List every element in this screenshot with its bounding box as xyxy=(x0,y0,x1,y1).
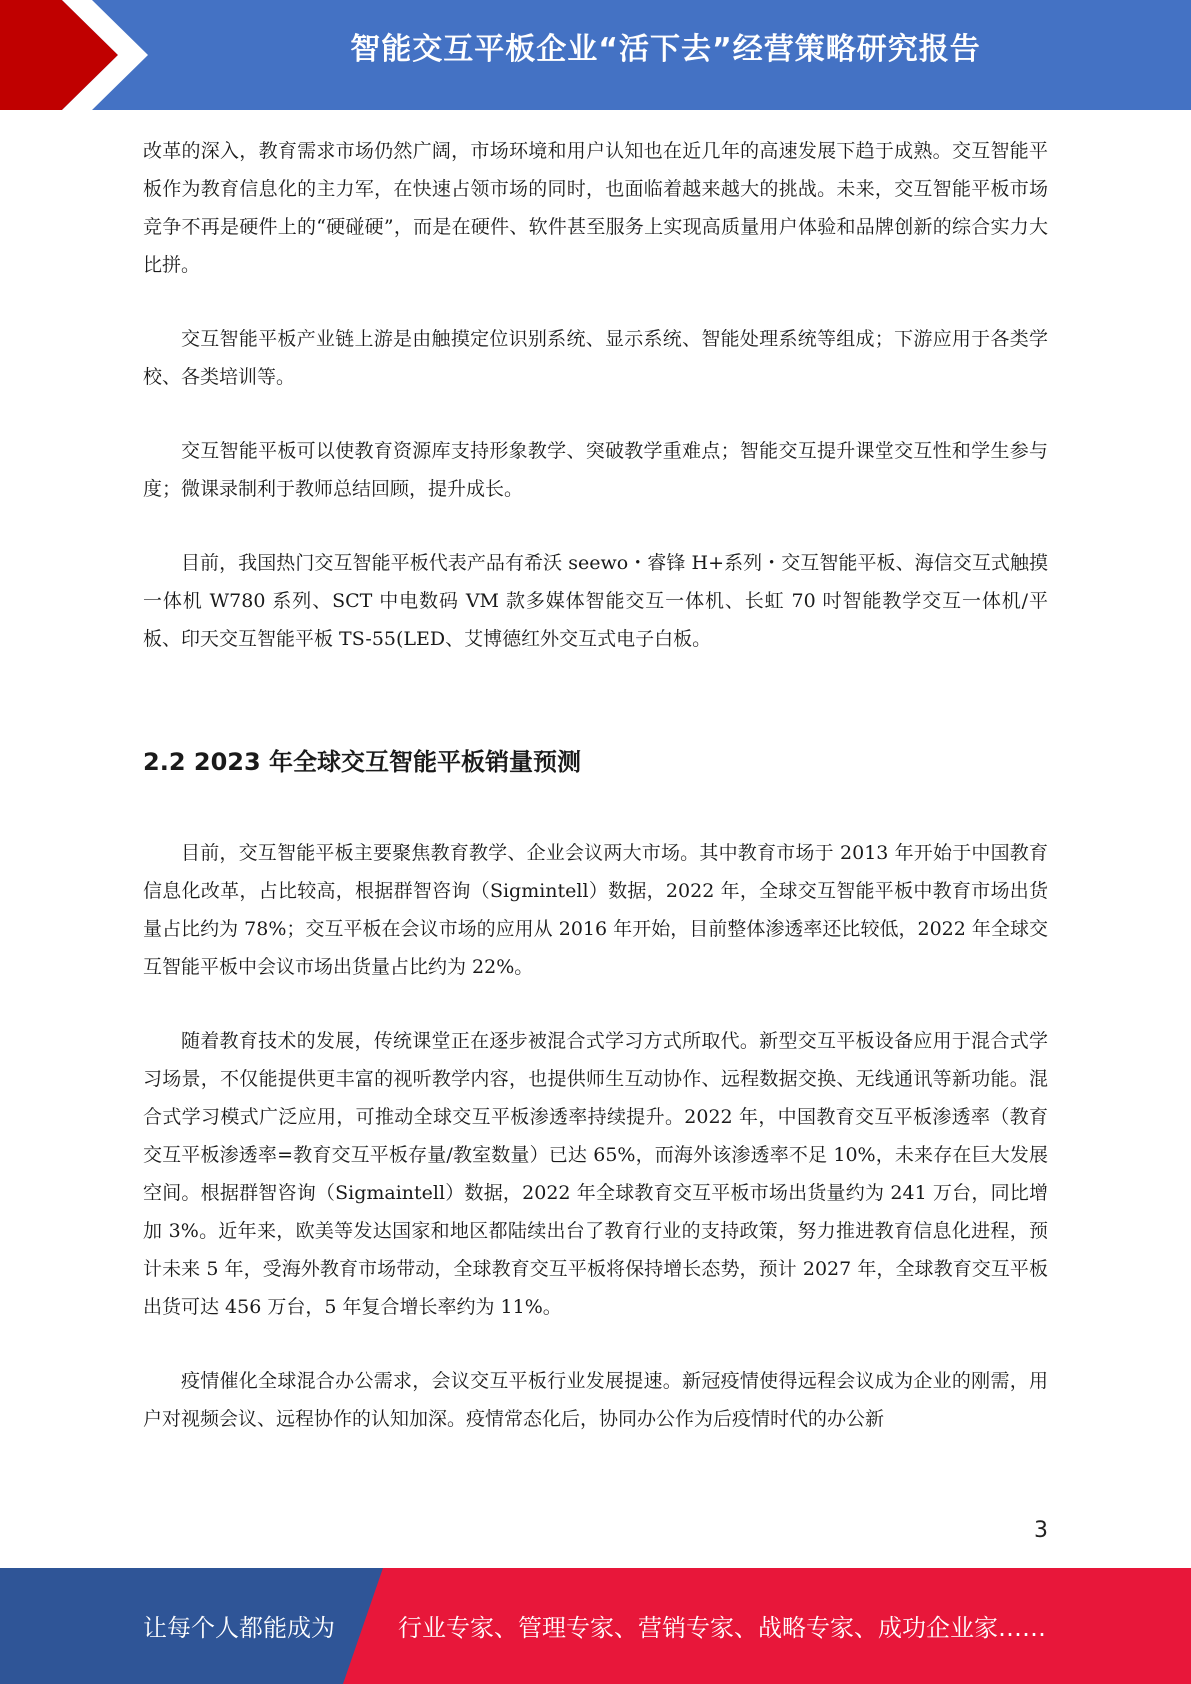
section-heading: 2.2 2023 年全球交互智能平板销量预测 xyxy=(143,748,582,776)
paragraph: 随着教育技术的发展，传统课堂正在逐步被混合式学习方式所取代。新型交互平板设备应用于混合式学习场景，不仅能提供更丰富的视听教学内容，也提供师生互动协作、远程数据交换、无线通讯等新功能。混合式学习模式广泛应用，可推动全球交互平板渗透率持续提升。2022 年，中国教育交互平板渗透率（教育交互平板渗透率=教育交互平板存量/教室数量）已达 65%，而海外该渗透率不足 10%，未来存在巨大发展空间。根据群智咨询（Sigmaintell）数据，2022 年全球教育交互平板市场出货量约为 241 万台，同比增加 3%。近年来，欧美等发达国家和地区都陆续出台了教育行业的支持政策，努力推进教育信息化进程，预计未来 5 年，受海外教育市场带动，全球教育交互平板将保持增长态势，预计 2027 年，全球教育交互平板出货可达 456 万台，5 年复合增长率约为 11%。 xyxy=(143,1030,1048,1318)
document-body xyxy=(143,132,1048,1438)
paragraph: 目前，交互智能平板主要聚焦教育教学、企业会议两大市场。其中教育市场于 2013 年开始于中国教育信息化改革，占比较高，根据群智咨询（Sigmintell）数据，2022 年，全球交互智能平板中教育市场出货量占比约为 78%；交互平板在会议市场的应用从 2016 年开始，目前整体渗透率还比较低，2022 年全球交互智能平板中会议市场出货量占比约为 22%。 xyxy=(143,842,1048,978)
page-header xyxy=(0,0,1191,110)
paragraph: 交互智能平板产业链上游是由触摸定位识别系统、显示系统、智能处理系统等组成；下游应用于各类学校、各类培训等。 xyxy=(143,328,1048,388)
paragraph: 改革的深入，教育需求市场仍然广阔，市场环境和用户认知也在近几年的高速发展下趋于成熟。交互智能平板作为教育信息化的主力军，在快速占领市场的同时，也面临着越来越大的挑战。未来，交互智能平板市场竞争不再是硬件上的“硬碰硬”，而是在硬件、软件甚至服务上实现高质量用户体验和品牌创新的综合实力大比拼。 xyxy=(143,140,1048,276)
paragraph: 交互智能平板可以使教育资源库支持形象教学、突破教学重难点；智能交互提升课堂交互性和学生参与度；微课录制利于教师总结回顾，提升成长。 xyxy=(143,440,1048,500)
page-footer xyxy=(0,1568,1191,1684)
red-chevron-decoration xyxy=(0,0,160,110)
footer-expert-list: 行业专家、管理专家、营销专家、战略专家、成功企业家…… xyxy=(398,1614,1046,1642)
footer-slogan: 让每个人都能成为 xyxy=(143,1614,335,1642)
page-number: 3 xyxy=(1034,1518,1048,1543)
report-title: 智能交互平板企业“活下去”经营策略研究报告 xyxy=(350,32,981,67)
paragraph: 疫情催化全球混合办公需求，会议交互平板行业发展提速。新冠疫情使得远程会议成为企业的刚需，用户对视频会议、远程协作的认知加深。疫情常态化后，协同办公作为后疫情时代的办公新 xyxy=(143,1370,1048,1430)
paragraph: 目前，我国热门交互智能平板代表产品有希沃 seewo・睿锋 H+系列・交互智能平板、海信交互式触摸一体机 W780 系列、SCT 中电数码 VM 款多媒体智能交互一体机、长虹 70 吋智能教学交互一体机/平板、印天交互智能平板 TS-55(LED、艾博德红外交互式电子白板。 xyxy=(143,552,1048,650)
